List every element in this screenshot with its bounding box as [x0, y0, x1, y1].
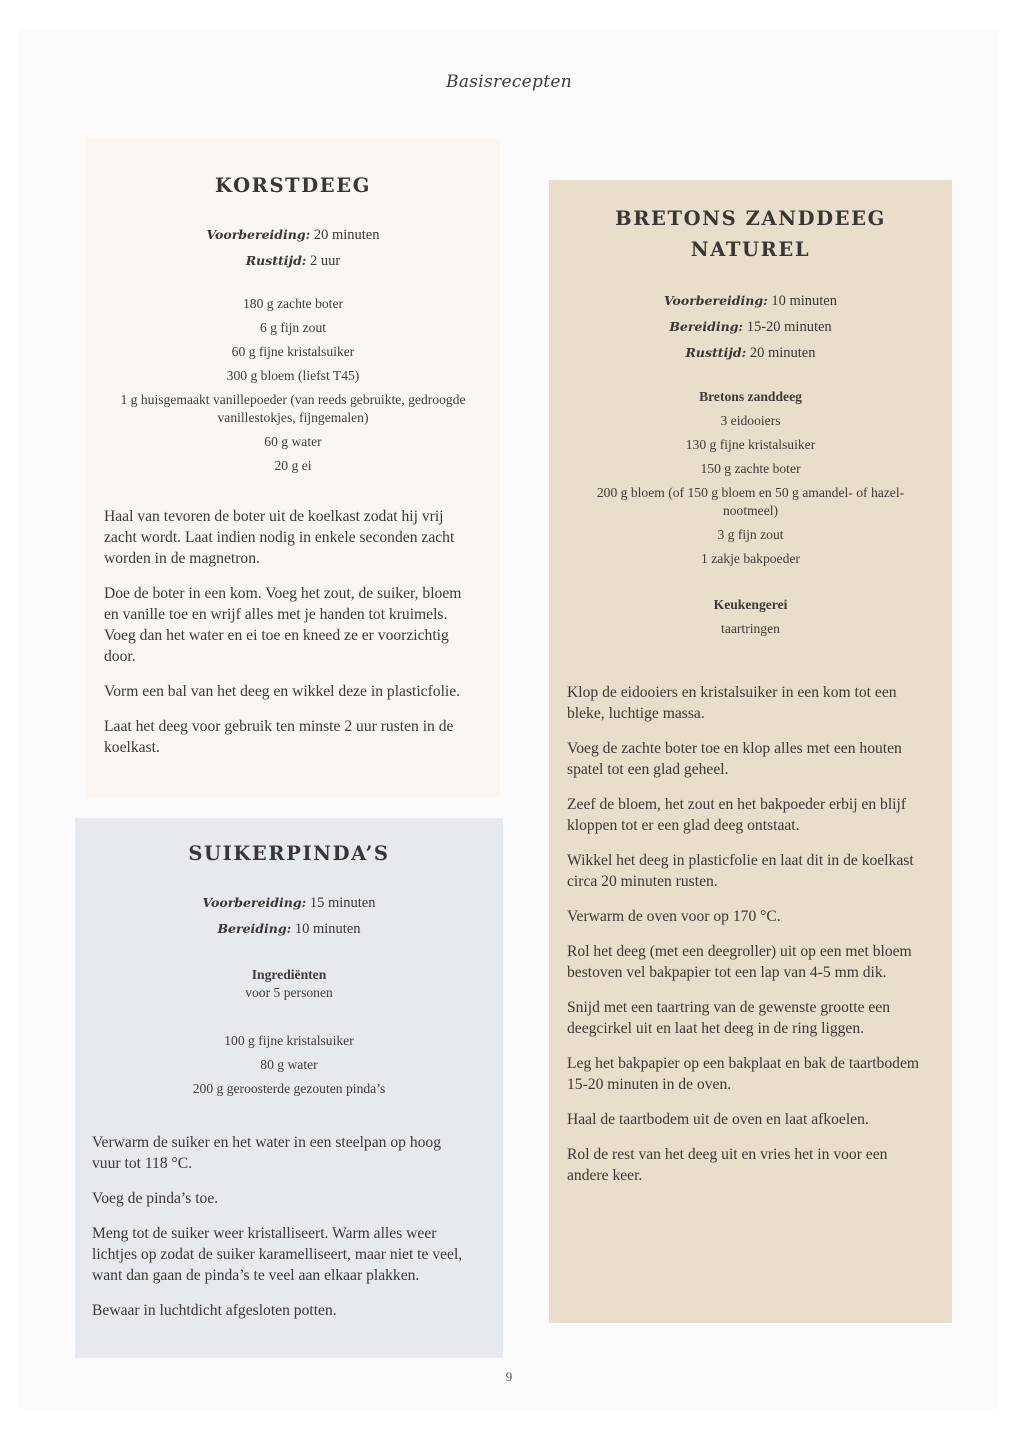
recipe-bretons-zanddeeg	[549, 180, 952, 1323]
ingredient-item: 1 g huisgemaakt vanillepoeder (van reeds gebruikte, gedroogde vanillestokjes, fijngemalen)	[120, 392, 466, 425]
recipe-suikerpindas	[75, 818, 503, 1358]
step: Verwarm de suiker en het water in een steelpan op hoog vuur tot 118 °C.	[92, 1134, 442, 1172]
running-head: Basisrecepten	[446, 72, 572, 92]
ingredient-list	[569, 388, 932, 574]
ingredient-item: 200 g bloem (of 150 g bloem en 50 g amandel- of hazel-nootmeel)	[596, 485, 905, 518]
ingredient-item: 100 g fijne kristalsuiker	[224, 1033, 354, 1048]
step: Voeg de zachte boter toe en klop alles met een houten spatel tot een glad geheel.	[567, 740, 902, 778]
ingredient-item: 60 g fijne kristalsuiker	[231, 344, 355, 359]
meta-cook: Bereiding: 15-20 minuten	[669, 319, 832, 335]
step: Wikkel het deeg in plasticfolie en laat dit in de koelkast circa 20 minuten rusten.	[567, 852, 914, 890]
ingredient-item: 20 g ei	[274, 458, 312, 473]
recipe-meta	[549, 288, 952, 366]
meta-prep: Voorbereiding: 15 minuten	[202, 895, 376, 911]
step: Rol het deeg (met een deegroller) uit op een met bloem bestoven vel bakpapier tot een lap van 4-5 mm dik.	[567, 943, 912, 981]
servings: voor 5 personen	[245, 985, 333, 1000]
equipment-item: taartringen	[721, 621, 780, 636]
recipe-korstdeeg	[86, 138, 500, 798]
ingredients-heading: Bretons zanddeeg	[699, 389, 802, 404]
ingredients-header	[95, 966, 483, 1002]
page-number: 9	[505, 1369, 513, 1384]
ingredient-list	[116, 295, 470, 481]
step: Meng tot de suiker weer kristalliseert. Warm alles weer lichtjes op zodat de suiker karamelliseert, maar niet te veel, want dan gaan de pinda’s te veel aan elkaar plakken.	[92, 1225, 463, 1284]
recipe-meta	[86, 222, 500, 274]
method-steps	[92, 1132, 473, 1335]
recipe-meta	[75, 890, 503, 942]
ingredients-heading: Ingrediënten	[251, 967, 327, 982]
meta-rest: Rusttijd: 2 uur	[245, 253, 341, 269]
meta-prep: Voorbereiding: 10 minuten	[663, 293, 837, 309]
ingredient-item: 130 g fijne kristalsuiker	[685, 437, 816, 452]
step: Rol de rest van het deeg uit en vries het in voor een andere keer.	[567, 1146, 888, 1184]
ingredient-item: 3 eidooiers	[720, 413, 781, 428]
step: Leg het bakpapier op een bakplaat en bak de taartbodem 15-20 minuten in de oven.	[567, 1055, 920, 1093]
recipe-title-line-2: NATUREL	[690, 238, 811, 261]
equipment-heading: Keukengerei	[713, 597, 788, 612]
step: Vorm een bal van het deeg en wikkel deze in plasticfolie.	[104, 683, 461, 700]
method-steps	[567, 682, 930, 1200]
ingredient-item: 60 g water	[264, 434, 322, 449]
step: Voeg de pinda’s toe.	[92, 1190, 219, 1207]
step: Doe de boter in een kom. Voeg het zout, de suiker, bloem en vanille toe en wrijf alles met je handen tot kruimels. Voeg dan het water en ei toe en kneed ze er voorzichtig door.	[104, 585, 462, 665]
method-steps	[104, 506, 478, 772]
step: Laat het deeg voor gebruik ten minste 2 uur rusten in de koelkast.	[104, 718, 454, 756]
ingredient-item: 200 g geroosterde gezouten pinda’s	[192, 1081, 386, 1096]
meta-cook: Bereiding: 10 minuten	[217, 921, 361, 937]
recipe-title: KORSTDEEG	[215, 174, 371, 197]
step: Verwarm de oven voor op 170 °C.	[567, 908, 781, 925]
meta-rest: Rusttijd: 20 minuten	[685, 345, 816, 361]
step: Zeef de bloem, het zout en het bakpoeder erbij en blijf kloppen tot er een glad deeg ontstaat.	[567, 796, 907, 834]
equipment-list	[569, 596, 932, 644]
ingredient-item: 6 g fijn zout	[259, 320, 327, 335]
ingredient-item: 150 g zachte boter	[700, 461, 801, 476]
step: Klop de eidooiers en kristalsuiker in een kom tot een bleke, luchtige massa.	[567, 684, 897, 722]
recipe-title: SUIKERPINDA’S	[188, 842, 390, 865]
step: Snijd met een taartring van de gewenste grootte een deegcirkel uit en laat het deeg in de ring liggen.	[567, 999, 891, 1037]
step: Haal van tevoren de boter uit de koelkast zodat hij vrij zacht wordt. Laat indien nodig in enkele seconden zacht worden in de magnetron.	[104, 508, 455, 567]
ingredient-item: 180 g zachte boter	[242, 296, 344, 311]
ingredient-item: 1 zakje bakpoeder	[701, 551, 800, 566]
ingredient-item: 3 g fijn zout	[717, 527, 784, 542]
recipe-title-block	[549, 203, 952, 265]
step: Bewaar in luchtdicht afgesloten potten.	[92, 1302, 337, 1319]
recipe-title-line-1: BRETONS ZANDDEEG	[615, 207, 886, 230]
ingredient-item: 300 g bloem (liefst T45)	[226, 368, 360, 383]
ingredient-item: 80 g water	[260, 1057, 318, 1072]
meta-prep: Voorbereiding: 20 minuten	[206, 227, 380, 243]
step: Haal de taartbodem uit de oven en laat afkoelen.	[567, 1111, 869, 1128]
ingredient-list	[95, 1032, 483, 1104]
